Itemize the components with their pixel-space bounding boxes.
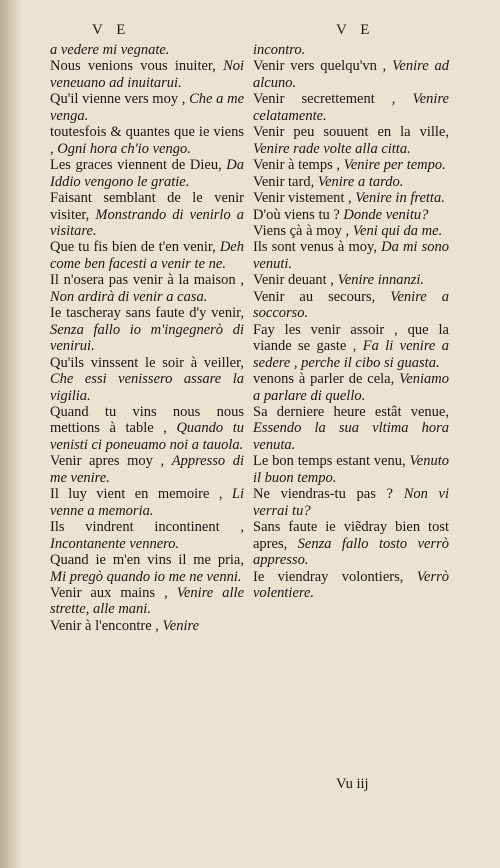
dictionary-entry: Nous venions vous inuiter, Noi veneuano ad inuitarui. [50,58,245,91]
dictionary-entry: Ne viendras-tu pas ? Non vi verrai tu? [253,486,450,519]
dictionary-entry: Que tu fis bien de t'en venir, Deh come ben facesti a venir te ne. [50,239,244,272]
dictionary-entry: D'où viens tu ? Donde venitu? [253,206,429,223]
dictionary-entry: Venir apres moy , Appresso di me venire. [50,453,245,486]
running-head-left: V E [92,22,131,38]
dictionary-entry: Ils sont venus à moy, Da mi sono venuti. [253,239,449,272]
dictionary-entry: Venir aux mains , Venire alle strette, alle mani. [50,584,245,618]
dictionary-entry: Quand ie m'en vins il me pria, Mi pregò quando io me ne venni. [50,552,244,585]
dictionary-entry: a vedere mi vegnate. [50,42,170,58]
dictionary-entry: venons à parler de cela, Veniamo a parlare di quello. [253,371,450,404]
dictionary-entry: Le bon temps estant venu, Venuto il buon tempo. [253,453,449,486]
dictionary-entry: Qu'il vienne vers moy , Che a me venga. [50,91,245,124]
dictionary-entry: toutesfois & quantes que ie viens , Ogni hora ch'io vengo. [50,124,244,157]
dictionary-entry: Sa derniere heure estât venue, Essendo la sua vltima hora venuta. [253,403,449,453]
gutter-shadow [0,0,22,868]
dictionary-entry: incontro. [253,42,306,58]
dictionary-entry: Sans faute ie viẽdray bien tost apres, Senza fallo tosto verrò appresso. [253,519,449,569]
dictionary-entry: Venir tard, Venire a tardo. [253,173,404,190]
dictionary-entry: Il n'osera pas venir à la maison , Non ardirà di venir a casa. [50,272,244,305]
signature-mark: Vu iij [336,776,369,792]
dictionary-entry: Venir à l'encontre , Venire [50,617,200,634]
dictionary-entry: Quand tu vins nous nous mettions à table , Quando tu venisti ci poneuamo noi a tauola. [50,403,244,453]
running-head [50,22,460,44]
dictionary-entry: Venir au secours, Venire a soccorso. [253,288,449,322]
dictionary-entry: Viens çà à moy , Veni qui da me. [253,222,443,239]
dictionary-entry: Venir vers quelqu'vn , Venire ad alcuno. [253,58,449,91]
dictionary-entry: Faisant semblant de le venir visiter, Monstrando di venirlo a visitare. [50,190,245,239]
dictionary-entry: Venir deuant , Venire innanzi. [253,272,425,289]
dictionary-entry: Ils vindrent incontinent , Incontanente vennero. [50,519,244,552]
dictionary-entry: Venir peu souuent en la ville, Venire rade volte alla citta. [253,124,449,157]
left-column [50,42,244,634]
dictionary-entry: Les graces viennent de Dieu, Da Iddio vengono le gratie. [50,157,245,190]
dictionary-entry: Venir secrettement , Venire celatamente. [253,91,449,124]
dictionary-entry: Ie tascheray sans faute d'y venir, Senza fallo io m'ingegnerò di venirui. [50,305,244,355]
running-head-right: V E [336,22,375,38]
dictionary-entry: Fay les venir assoir , que la viande se gaste , Fa li venire a sedere , perche il cibo si guasta. [253,321,449,371]
dictionary-entry: Ie viendray volontiers, Verrò volentiere. [253,568,449,601]
dictionary-entry: Qu'ils vinssent le soir à veiller, Che essi venissero assare la vigilia. [50,354,244,404]
dictionary-entry: Venir à temps , Venire per tempo. [253,157,446,174]
right-column [253,42,449,601]
dictionary-entry: Venir vistement , Venire in fretta. [253,190,445,207]
dictionary-entry: Il luy vient en memoire , Li venne a memoria. [50,486,244,519]
